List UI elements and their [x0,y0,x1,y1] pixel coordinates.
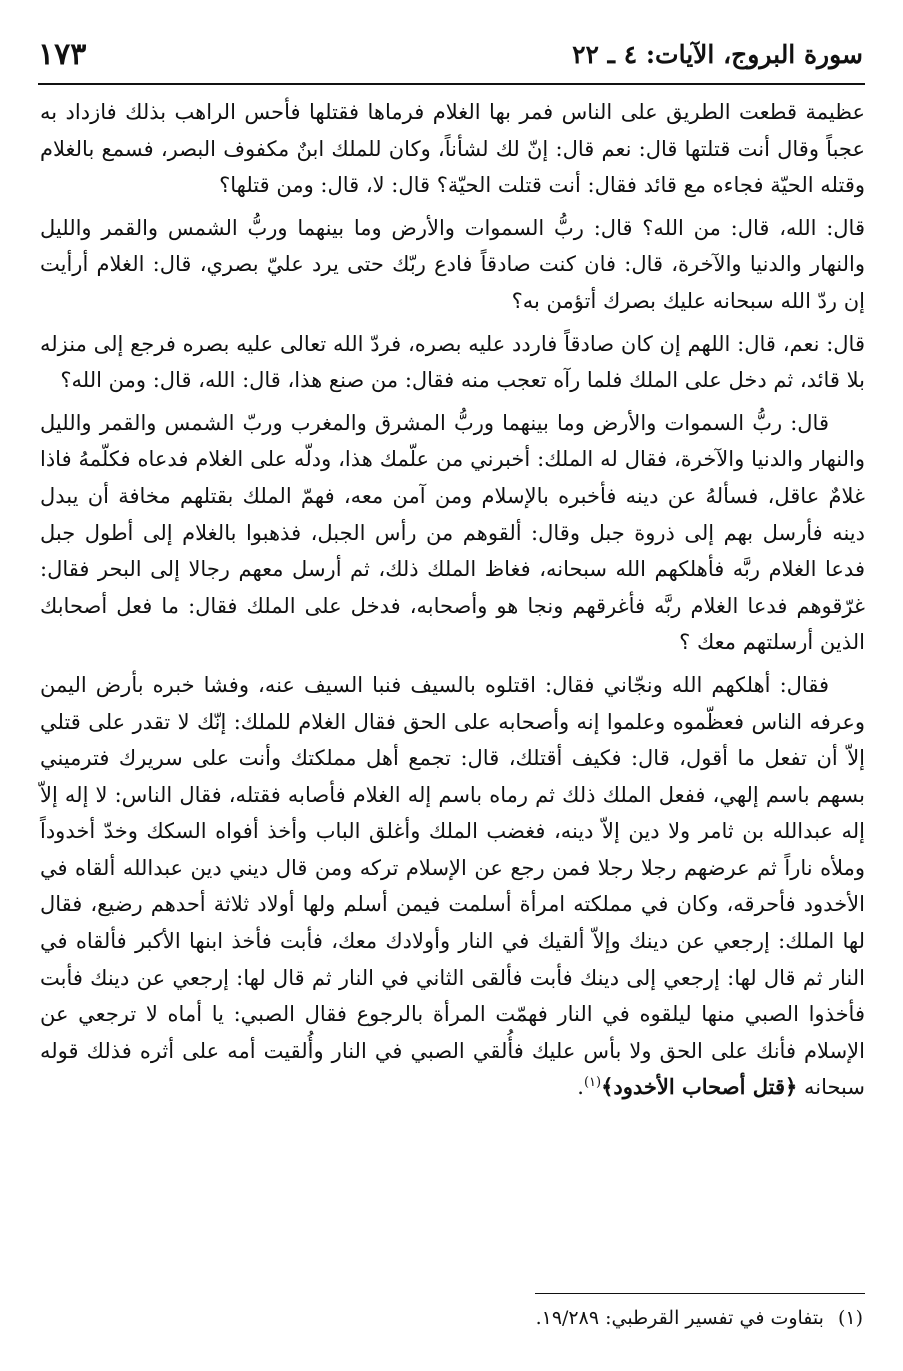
footnote-text: بتفاوت في تفسير القرطبي: ١٩/٢٨٩. [535,1307,824,1329]
paragraph-3: قال: نعم، قال: اللهم إن كان صادقاً فاردد عليه بصره، فردّ الله تعالى عليه بصره فرجع إلى منزله بلا قائد، ثم دخل على الملك فلما رآه تعجب منه فقال: من صنع هذا، قال: الله، قال: ومن الله؟ [40,331,865,393]
body-text [40,94,865,1112]
footnote-marker: (١) [583,1075,602,1091]
footnote [40,1303,863,1333]
footnote-divider [535,1293,865,1294]
header-divider [38,83,865,85]
page-running-title: سورة البروج، الآيات: ٤ ـ ٢٢ [572,39,863,69]
paragraph-5-text: فقال: أهلكهم الله ونجّاني فقال: اقتلوه بالسيف فنبا السيف عنه، وفشا خبره بأرض اليمن وعرفه الناس فعظّموه وعلموا إنه وأصحابه على الحق فقال الغلام للملك: إنّك لا تقدر على قتلي إلاّ أن تفعل ما أقول، قال: فكيف أقتلك، قال: تجمع أهل مملكتك وأنت على سريرك فترميني بسهم باسم إلهي، ففعل الملك ذلك ثم رماه باسم إله الغلام فأصابه فقتله، فقال الناس: لا إله إلاّ إله عبدالله بن ثامر ولا دين إلاّ دينه، فغضب الملك وأغلق الباب وأخذ أفواه السكك وخدّ أخدوداً وملأه ناراً ثم عرضهم رجلا رجلا فمن رجع عن الإسلام تركه ومن قال ديني دين عبدالله ألقاه في الأخدود فأحرقه، وكان في مملكته امرأة أسلمت فيمن أسلم ولها أولاد ثلاثة أحدهم رضيع، فقال لها الملك: إرجعي عن دينك وإلاّ ألقيك في النار وأولادك معك، فأبت فأخذ ابنها الأكبر فألقاه في النار ثم قال لها: إرجعي إلى دينك فأبت فألقى الثاني في النار ثم قال لها: إرجعي عن دينك فأبت فأخذوا الصبي منها ليلقوه في النار فهمّت المرأة بالرجوع فقال الصبي: يا أماه لا ترجعي عن الإسلام فأنك على الحق ولا بأس عليك فأُلقي الصبي في النار وأُلقيت أمه على أثره فذلك قوله سبحانه [40,672,865,1100]
paragraph-5: فقال: أهلكهم الله ونجّاني فقال: اقتلوه بالسيف فنبا السيف عنه، وفشا خبره بأرض اليمن وعرفه الناس فعظّموه وعلموا إنه وأصحابه على الحق فقال الغلام للملك: إنّك لا تقدر على قتلي إلاّ أن تفعل ما أقول، قال: فكيف أقتلك، قال: تجمع أهل مملكتك وأنت على سريرك فترميني بسهم باسم إلهي، ففعل الملك ذلك ثم رماه باسم إله الغلام فأصابه فقتله، فقال الناس: لا إله إلاّ إله عبدالله بن ثامر ولا دين إلاّ دينه، فغضب الملك وأغلق الباب وأخذ أفواه السكك وخدّ أخدوداً وملأه ناراً ثم عرضهم رجلا رجلا فمن رجع عن الإسلام تركه ومن قال ديني دين عبدالله ألقاه في الأخدود فأحرقه، وكان في مملكته امرأة أسلمت فيمن أسلم ولها أولاد ثلاثة أحدهم رضيع، فقال لها الملك: إرجعي عن دينك وإلاّ ألقيك في النار وأولادك معك، فأبت فأخذ ابنها الأكبر فألقاه في النار ثم قال لها: إرجعي إلى دينك فأبت فألقى الثاني في النار ثم قال لها: إرجعي عن دينك فأبت فأخذوا الصبي منها ليلقوه في النار فهمّت المرأة بالرجوع فقال الصبي: يا أماه لا ترجعي عن الإسلام فأنك على الحق ولا بأس عليك فأُلقي الصبي في النار وأُلقيت أمه على أثره فذلك قوله سبحانه ﴿قتل أصحاب الأخدود﴾$^{(١)}$. [40,672,865,1100]
quran-quote: ﴿قتل أصحاب الأخدود﴾ [601,1074,798,1100]
paragraph-2: قال: الله، قال: من الله؟ قال: ربُّ السموات والأرض وما بينهما وربُّ الشمس والقمر والليل والنهار والدنيا والآخرة، قال: فان كنت صادقاً فادع ربّك حتى يرد عليّ بصري، قال: الغلام أرأيت إن ردّ الله سبحانه عليك بصرك أتؤمن به؟ [40,215,865,313]
page-number: ١٧٣ [38,36,87,72]
footnote-number: (١) [837,1307,863,1329]
page-header [38,34,863,74]
paragraph-4: قال: ربُّ السموات والأرض وما بينهما وربُّ المشرق والمغرب وربّ الشمس والقمر والليل والنهار والدنيا والآخرة، فقال له الملك: أخبرني من علّمك هذا، ودلّه على الغلام فدعاه فكلّمهُ فاذا غلامٌ عاقل، فسألهُ عن دينه فأخبره بالإسلام ومن آمن معه، فهمّ الملك بقتلهم مخافة أن يبدل دينه فأرسل بهم إلى ذروة جبل وقال: ألقوهم من رأس الجبل، فذهبوا بالغلام إلى أطول جبل فدعا الغلام ربَّه فأهلكهم الله سبحانه، فغاظ الملك ذلك، ثم أرسل معهم رجالا إلى البحر فقال: غرّقوهم فدعا الغلام ربَّه فأغرقهم ونجا هو وأصحابه، فدخل على الملك فقال: ما فعل أصحابك الذين أرسلتهم معك ؟ [40,410,865,655]
paragraph-1: عظيمة قطعت الطريق على الناس فمر بها الغلام فرماها فقتلها فأحس الراهب بذلك فازداد به عجباً وقال أنت قتلتها قال: نعم قال: إنّ لك لشأناً، وكان للملك ابنٌ مكفوف البصر، فسمع بالغلام وقتله الحيّة فجاءه مع قائد فقال: أنت قتلت الحيّة؟ قال: لا، قال: ومن قتلها؟ [40,100,865,198]
